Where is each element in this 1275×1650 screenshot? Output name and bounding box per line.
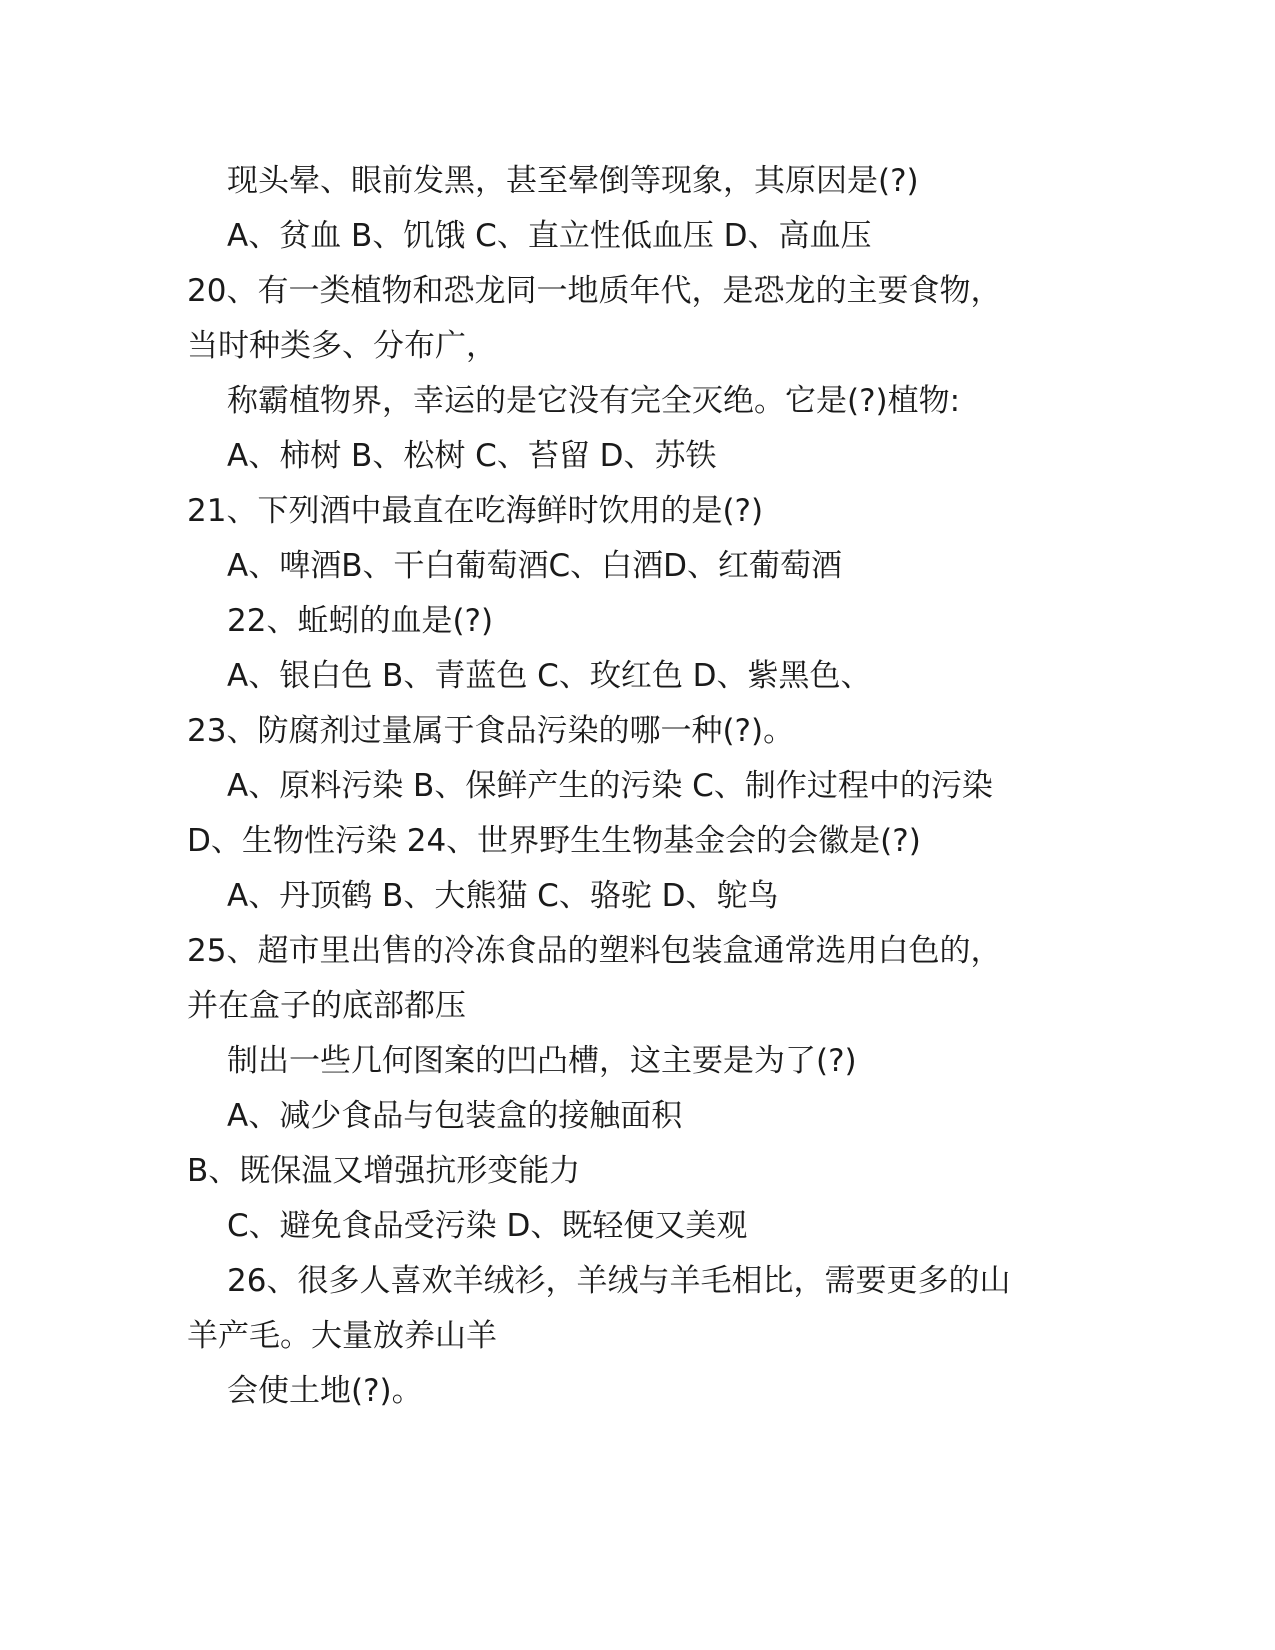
text-line: 羊产毛。大量放养山羊 (187, 1318, 497, 1354)
text-line: 现头晕、眼前发黑，甚至晕倒等现象，其原因是(?) (227, 163, 919, 199)
text-line: 22、蚯蚓的血是(?) (227, 603, 494, 639)
text-line: 25、超市里出售的冷冻食品的塑料包装盒通常选用白色的， (187, 933, 1002, 969)
text-line: A、银白色 B、青蓝色 C、玫红色 D、紫黑色、 (227, 658, 872, 694)
text-line: A、柿树 B、松树 C、苔留 D、苏铁 (227, 438, 717, 474)
text-line: C、避免食品受污染 D、既轻便又美观 (227, 1208, 748, 1244)
text-line: 23、防腐剂过量属于食品污染的哪一种(?)。 (187, 713, 795, 749)
text-line: 21、下列酒中最直在吃海鲜时饮用的是(?) (187, 493, 764, 529)
text-line: 当时种类多、分布广， (187, 328, 497, 364)
text-line: A、原料污染 B、保鲜产生的污染 C、制作过程中的污染 (227, 768, 993, 804)
text-line: A、丹顶鹤 B、大熊猫 C、骆驼 D、鸵鸟 (227, 878, 779, 914)
text-line: 会使土地(?)。 (227, 1373, 423, 1409)
text-line: A、减少食品与包装盒的接触面积 (227, 1098, 683, 1134)
text-line: 26、很多人喜欢羊绒衫，羊绒与羊毛相比，需要更多的山 (227, 1263, 1011, 1299)
text-line: A、贫血 B、饥饿 C、直立性低血压 D、高血压 (227, 218, 872, 254)
text-line: 并在盒子的底部都压 (187, 988, 466, 1024)
text-line: 20、有一类植物和恐龙同一地质年代，是恐龙的主要食物， (187, 273, 1002, 309)
text-line: B、既保温又增强抗形变能力 (187, 1153, 581, 1189)
text-line: A、啤酒B、干白葡萄酒C、白酒D、红葡萄酒 (227, 548, 842, 584)
text-line: 制出一些几何图案的凹凸槽，这主要是为了(?) (227, 1043, 857, 1079)
text-line: 称霸植物界，幸运的是它没有完全灭绝。它是(?)植物: (227, 383, 961, 419)
text-line: D、生物性污染 24、世界野生生物基金会的会徽是(?) (187, 823, 921, 859)
